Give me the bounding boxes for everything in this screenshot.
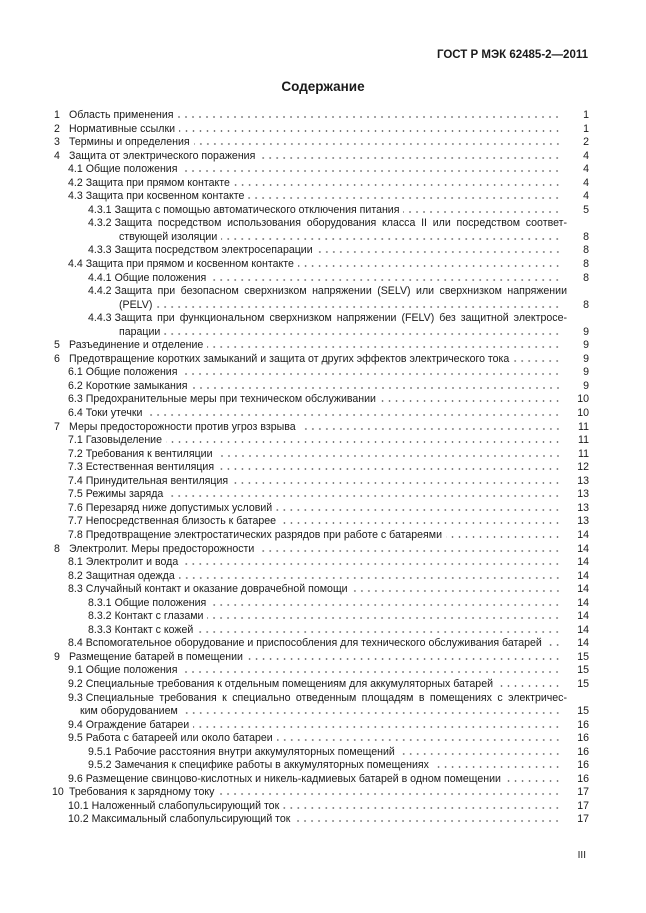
dot-leader: [207, 617, 561, 619]
dot-leader: [217, 455, 561, 457]
dot-leader: [179, 577, 561, 579]
toc-entry-page: 17: [577, 799, 589, 812]
toc-entry-number: 4.4.1: [88, 271, 112, 284]
toc-entry-title: Защита посредством электросепарации: [114, 244, 313, 257]
toc-entry[interactable]: [52, 624, 589, 638]
toc-entry[interactable]: [52, 366, 589, 380]
toc-entry[interactable]: [52, 434, 589, 448]
toc-entry-page: 8: [583, 298, 589, 311]
toc-entry-number: 8.4: [68, 637, 83, 650]
toc-entry[interactable]: [52, 475, 589, 489]
toc-entry-title: Требования к зарядному току: [69, 786, 215, 799]
toc-entry-number: 8: [54, 542, 60, 555]
toc-entry-title: Рабочие расстояния внутри аккумуляторных помещений: [114, 745, 395, 758]
dot-leader: [181, 373, 561, 375]
toc-entry-page: 17: [577, 813, 589, 826]
toc-entry-title: Работа с батареей или около батареи: [85, 732, 273, 745]
toc-entry-page: 16: [577, 759, 589, 772]
toc-entry-page: 4: [583, 176, 589, 189]
toc-entry-page: 14: [577, 569, 589, 582]
toc-entry-page: 14: [577, 596, 589, 609]
toc-entry-title: Защита с помощью автоматического отключения питания: [114, 203, 400, 216]
toc-entry-page: 10: [577, 407, 589, 420]
toc-entry-title: Защита при прямом контакте: [85, 176, 230, 189]
toc-entry-number: 4.4.3: [88, 312, 112, 325]
toc-entry[interactable]: [52, 312, 589, 326]
toc-entry-title: Короткие замыкания: [85, 379, 188, 392]
dot-leader: [181, 170, 561, 172]
toc-entry-number: 4.4.2: [88, 285, 112, 298]
toc-entry-page: 8: [583, 230, 589, 243]
toc-entry-number: 6.2: [68, 379, 83, 392]
toc-entry-page: 17: [577, 786, 589, 799]
toc-entry[interactable]: [52, 353, 589, 367]
toc-entry-number: 9: [54, 650, 60, 663]
dot-leader: [192, 387, 562, 389]
toc-entry-number: 8.3.1: [88, 596, 112, 609]
toc-entry-number: 5: [54, 339, 60, 352]
toc-entry-title: Предохранительные меры при техническом обслуживании: [85, 393, 376, 406]
toc-entry-title: Общие положения: [114, 596, 207, 609]
toc-entry-page: 11: [578, 434, 589, 447]
dot-leader: [248, 197, 561, 199]
dot-leader: [210, 279, 561, 281]
toc-entry-number: 4.3.3: [88, 244, 112, 257]
toc-entry-number: 7.6: [68, 501, 83, 514]
toc-entry-title: Размещение батарей в помещении: [69, 650, 243, 663]
dot-leader: [298, 265, 561, 267]
dot-leader: [276, 509, 561, 511]
toc-entry-number: 8.2: [68, 569, 83, 582]
toc-entry[interactable]: [52, 692, 589, 706]
toc-entry-page: 12: [577, 461, 589, 474]
toc-entry-number: 4.4: [68, 258, 83, 271]
toc-entry-page: 11: [578, 447, 589, 460]
toc-entry-page: 16: [577, 745, 589, 758]
toc-entry-number: 4.3.1: [88, 203, 112, 216]
dot-leader: [193, 726, 561, 728]
toc-entry-title: Меры предосторожности против угроз взрыва: [69, 420, 296, 433]
toc-entry-number: 9.6: [68, 772, 83, 785]
toc-entry-number: 10.1: [68, 799, 89, 812]
toc-entry-title: Защита от электрического поражения: [69, 149, 256, 162]
toc-entry-page: 9: [583, 352, 589, 365]
toc-entry-page: 15: [577, 650, 589, 663]
toc-entry-number: 9.2: [68, 677, 83, 690]
toc-entry-title: Максимальный слабопульсирующий ток: [91, 813, 291, 826]
toc-entry-number: 8.3.3: [88, 623, 112, 636]
dot-leader: [177, 116, 561, 118]
toc-entry[interactable]: [52, 529, 589, 543]
dot-leader: [446, 536, 561, 538]
dot-leader: [146, 414, 561, 416]
dot-leader: [207, 346, 561, 348]
toc-entry-title: Контакт с кожей: [114, 623, 194, 636]
toc-entry-number: 9.3: [68, 691, 83, 704]
dot-leader: [300, 428, 561, 430]
toc-entry-continuation: [52, 299, 589, 313]
dot-leader: [505, 780, 561, 782]
toc-entry[interactable]: [52, 190, 589, 204]
toc-entry-number: 7.8: [68, 528, 83, 541]
toc-entry[interactable]: [52, 136, 589, 150]
toc-entry-page: 5: [583, 203, 589, 216]
toc-entry[interactable]: [52, 285, 589, 299]
toc-entry-title: Защита при косвенном контакте: [85, 190, 245, 203]
dot-leader: [164, 333, 561, 335]
toc-entry-number: 6: [54, 352, 60, 365]
toc-entry-title: Ограждение батареи: [85, 718, 190, 731]
toc-entry-title: Электролит и вода: [85, 556, 179, 569]
toc-entry-number: 7.5: [68, 488, 83, 501]
toc-entry-title-continued: ким оборудованием: [80, 705, 178, 718]
toc-entry-title: Размещение свинцово-кислотных и никель-кадмиевых батарей в одном помещении: [85, 772, 501, 785]
toc-entry-page: 13: [577, 488, 589, 501]
toc-entry-title: Защита при прямом и косвенном контакте: [85, 258, 294, 271]
toc-entry-number: 7.2: [68, 447, 83, 460]
toc-entry-title-continued: (PELV): [119, 298, 153, 311]
toc-entry-title: Защита при функциональном сверхнизком напряжении (FELV) без защитной электросе-: [114, 312, 567, 325]
toc-entry-title: Случайный контакт и оказание доврачебной помощи: [85, 583, 348, 596]
toc-entry-page: 14: [577, 556, 589, 569]
dot-leader: [194, 143, 561, 145]
toc-entry[interactable]: [52, 664, 589, 678]
dot-leader: [181, 671, 561, 673]
dot-leader: [166, 441, 561, 443]
toc-entry[interactable]: [52, 786, 589, 800]
toc-entry-number: 3: [54, 136, 60, 149]
toc-entry[interactable]: [52, 597, 589, 611]
toc-entry-number: 9.5: [68, 732, 83, 745]
toc-entry[interactable]: [52, 407, 589, 421]
page-title: Содержание: [281, 79, 365, 94]
toc-entry-number: 7: [54, 420, 60, 433]
toc-entry-number: 9.1: [68, 664, 83, 677]
dot-leader: [433, 766, 561, 768]
toc-entry-page: 8: [583, 244, 589, 257]
toc-entry-number: 8.3: [68, 583, 83, 596]
toc-entry-number: 2: [54, 122, 60, 135]
toc-entry-page: 13: [577, 501, 589, 514]
toc-entry-continuation: [52, 326, 589, 340]
dot-leader: [182, 712, 561, 714]
dot-leader: [352, 590, 561, 592]
toc-entry-number: 4.3: [68, 190, 83, 203]
toc-entry[interactable]: [52, 244, 589, 258]
toc-entry[interactable]: [52, 109, 589, 123]
toc-entry-page: 14: [577, 528, 589, 541]
toc-entry[interactable]: [52, 217, 589, 231]
toc-entry[interactable]: [52, 570, 589, 584]
toc-entry-page: 14: [577, 637, 589, 650]
toc-entry-page: 9: [583, 325, 589, 338]
toc-entry-title-continued: парации: [119, 325, 161, 338]
toc-entry-page: 14: [577, 623, 589, 636]
toc-entry-number: 4.2: [68, 176, 83, 189]
toc-entry-title: Защита при безопасном сверхнизком напряжении (SELV) или сверхнизком напряжении: [114, 285, 567, 298]
toc-entry-title: Разъединение и отделение: [69, 339, 204, 352]
toc-entry-page: 16: [577, 772, 589, 785]
toc-entry[interactable]: [52, 800, 589, 814]
toc-entry-page: 15: [577, 705, 589, 718]
toc-entry-title: Режимы заряда: [85, 488, 164, 501]
toc-entry[interactable]: [52, 610, 589, 624]
toc-entry[interactable]: [52, 258, 589, 272]
toc-entry-page: 1: [583, 122, 589, 135]
toc-entry-number: 7.7: [68, 515, 83, 528]
dot-leader: [179, 130, 561, 132]
dot-leader: [258, 550, 561, 552]
table-of-contents: [52, 109, 589, 827]
toc-entry[interactable]: [52, 393, 589, 407]
toc-entry-page: 8: [583, 258, 589, 271]
dot-leader: [167, 495, 561, 497]
toc-entry-number: 10.2: [68, 813, 89, 826]
toc-entry-number: 4.3.2: [88, 217, 112, 230]
toc-entry-title: Газовыделение: [85, 434, 162, 447]
toc-entry-number: 6.1: [68, 366, 83, 379]
page-number: III: [577, 850, 586, 861]
toc-entry-page: 9: [583, 379, 589, 392]
toc-entry[interactable]: [52, 488, 589, 502]
dot-leader: [283, 807, 561, 809]
dot-leader: [234, 184, 561, 186]
toc-entry-number: 9.5.1: [88, 745, 112, 758]
toc-entry-title: Общие положения: [114, 271, 207, 284]
toc-entry[interactable]: [52, 502, 589, 516]
toc-entry[interactable]: [52, 813, 589, 827]
toc-entry-number: 8.3.2: [88, 610, 112, 623]
toc-entry[interactable]: [52, 461, 589, 475]
toc-entry-number: 8.1: [68, 556, 83, 569]
toc-entry-page: 4: [583, 163, 589, 176]
toc-entry[interactable]: [52, 556, 589, 570]
toc-entry-title: Термины и определения: [69, 136, 190, 149]
toc-entry-page: 10: [577, 393, 589, 406]
dot-leader: [156, 306, 561, 308]
toc-entry-title: Требования к вентиляции: [85, 447, 213, 460]
toc-entry-title: Специальные требования к специально отведенным площадям в помещениях с электричес-: [85, 691, 567, 704]
toc-entry-title: Замечания к специфике работы в аккумуляторных помещениях: [114, 759, 429, 772]
toc-entry[interactable]: [52, 163, 589, 177]
toc-entry-title: Нормативные ссылки: [69, 122, 176, 135]
dot-leader: [546, 644, 561, 646]
toc-entry[interactable]: [52, 421, 589, 435]
toc-entry[interactable]: [52, 380, 589, 394]
toc-entry-page: 2: [583, 136, 589, 149]
toc-entry[interactable]: [52, 719, 589, 733]
toc-entry[interactable]: [52, 448, 589, 462]
toc-entry-number: 6.4: [68, 407, 83, 420]
toc-entry-title: Перезаряд ниже допустимых условий: [85, 501, 273, 514]
toc-entry-page: 14: [577, 542, 589, 555]
toc-entry-page: 16: [577, 718, 589, 731]
toc-entry-title: Естественная вентиляция: [85, 461, 215, 474]
toc-entry-title: Общие положения: [85, 664, 178, 677]
toc-entry-continuation: [52, 231, 589, 245]
toc-entry-page: 9: [583, 366, 589, 379]
toc-entry[interactable]: [52, 515, 589, 529]
toc-entry-title: Защитная одежда: [85, 569, 175, 582]
toc-entry-number: 1: [54, 109, 60, 121]
dot-leader: [259, 157, 561, 159]
toc-entry-page: 14: [577, 583, 589, 596]
toc-entry-page: 4: [583, 149, 589, 162]
dot-leader: [182, 563, 561, 565]
toc-entry-title-continued: ствующей изоляции: [119, 230, 218, 243]
toc-entry[interactable]: [52, 651, 589, 665]
toc-entry-title: Специальные требования к отдельным помещениям для аккумуляторных батарей: [85, 677, 494, 690]
toc-entry[interactable]: [52, 339, 589, 353]
toc-entry-page: 15: [577, 664, 589, 677]
dot-leader: [197, 631, 561, 633]
toc-entry-number: 10: [52, 786, 64, 799]
dot-leader: [403, 211, 561, 213]
dot-leader: [218, 793, 561, 795]
dot-leader: [280, 522, 561, 524]
dot-leader: [221, 238, 561, 240]
toc-entry-page: 9: [583, 339, 589, 352]
toc-entry[interactable]: [52, 637, 589, 651]
dot-leader: [317, 251, 561, 253]
dot-leader: [218, 468, 561, 470]
toc-entry[interactable]: [52, 123, 589, 137]
toc-entry-title: Вспомогательное оборудование и приспособления для технического обслуживания батарей: [85, 637, 542, 650]
toc-entry[interactable]: [52, 583, 589, 597]
toc-entry-page: 8: [583, 271, 589, 284]
toc-entry-page: 15: [577, 677, 589, 690]
toc-entry[interactable]: [52, 543, 589, 557]
toc-entry-number: 7.1: [68, 434, 83, 447]
toc-entry[interactable]: [52, 759, 589, 773]
dot-leader: [247, 658, 561, 660]
toc-entry-title: Предотвращение коротких замыканий и защита от других эффектов электрического тока: [69, 352, 510, 365]
toc-entry-title: Область применения: [69, 109, 174, 121]
toc-entry-title: Защита посредством использования оборудования класса II или посредством соответ-: [114, 217, 567, 230]
toc-entry[interactable]: [52, 150, 589, 164]
toc-entry-title: Наложенный слабопульсирующий ток: [91, 799, 280, 812]
toc-entry-page: 16: [577, 732, 589, 745]
toc-entry[interactable]: [52, 177, 589, 191]
standard-designation: ГОСТ Р МЭК 62485-2—2011: [436, 49, 588, 61]
toc-entry-title: Непосредственная близость к батарее: [85, 515, 277, 528]
dot-leader: [399, 753, 561, 755]
toc-entry-page: 4: [583, 190, 589, 203]
toc-entry-title: Принудительная вентиляция: [85, 474, 229, 487]
toc-entry-page: 11: [578, 420, 589, 433]
dot-leader: [277, 739, 561, 741]
toc-entry-number: 9.4: [68, 718, 83, 731]
toc-entry-title: Контакт с глазами: [114, 610, 204, 623]
toc-entry-continuation: [52, 705, 589, 719]
toc-entry-number: 6.3: [68, 393, 83, 406]
toc-entry[interactable]: [52, 678, 589, 692]
toc-entry-number: 7.4: [68, 474, 83, 487]
toc-entry-title: Электролит. Меры предосторожности: [69, 542, 255, 555]
toc-entry-title: Токи утечки: [85, 407, 143, 420]
toc-entry-page: 1: [583, 109, 589, 121]
dot-leader: [380, 400, 561, 402]
dot-leader: [210, 604, 561, 606]
toc-entry[interactable]: [52, 773, 589, 787]
toc-entry[interactable]: [52, 732, 589, 746]
dot-leader: [232, 482, 561, 484]
toc-entry[interactable]: [52, 272, 589, 286]
toc-entry-page: 13: [577, 474, 589, 487]
toc-entry-number: 9.5.2: [88, 759, 112, 772]
toc-entry[interactable]: [52, 204, 589, 218]
toc-entry-number: 7.3: [68, 461, 83, 474]
toc-entry-title: Общие положения: [85, 163, 178, 176]
dot-leader: [513, 360, 561, 362]
toc-entry-page: 14: [577, 610, 589, 623]
toc-entry-title: Общие положения: [85, 366, 178, 379]
toc-entry[interactable]: [52, 746, 589, 760]
dot-leader: [294, 820, 561, 822]
toc-entry-title: Предотвращение электростатических разрядов при работе с батареями: [85, 528, 442, 541]
toc-entry-number: 4: [54, 149, 60, 162]
toc-entry-number: 4.1: [68, 163, 83, 176]
dot-leader: [497, 685, 561, 687]
toc-entry-page: 13: [577, 515, 589, 528]
